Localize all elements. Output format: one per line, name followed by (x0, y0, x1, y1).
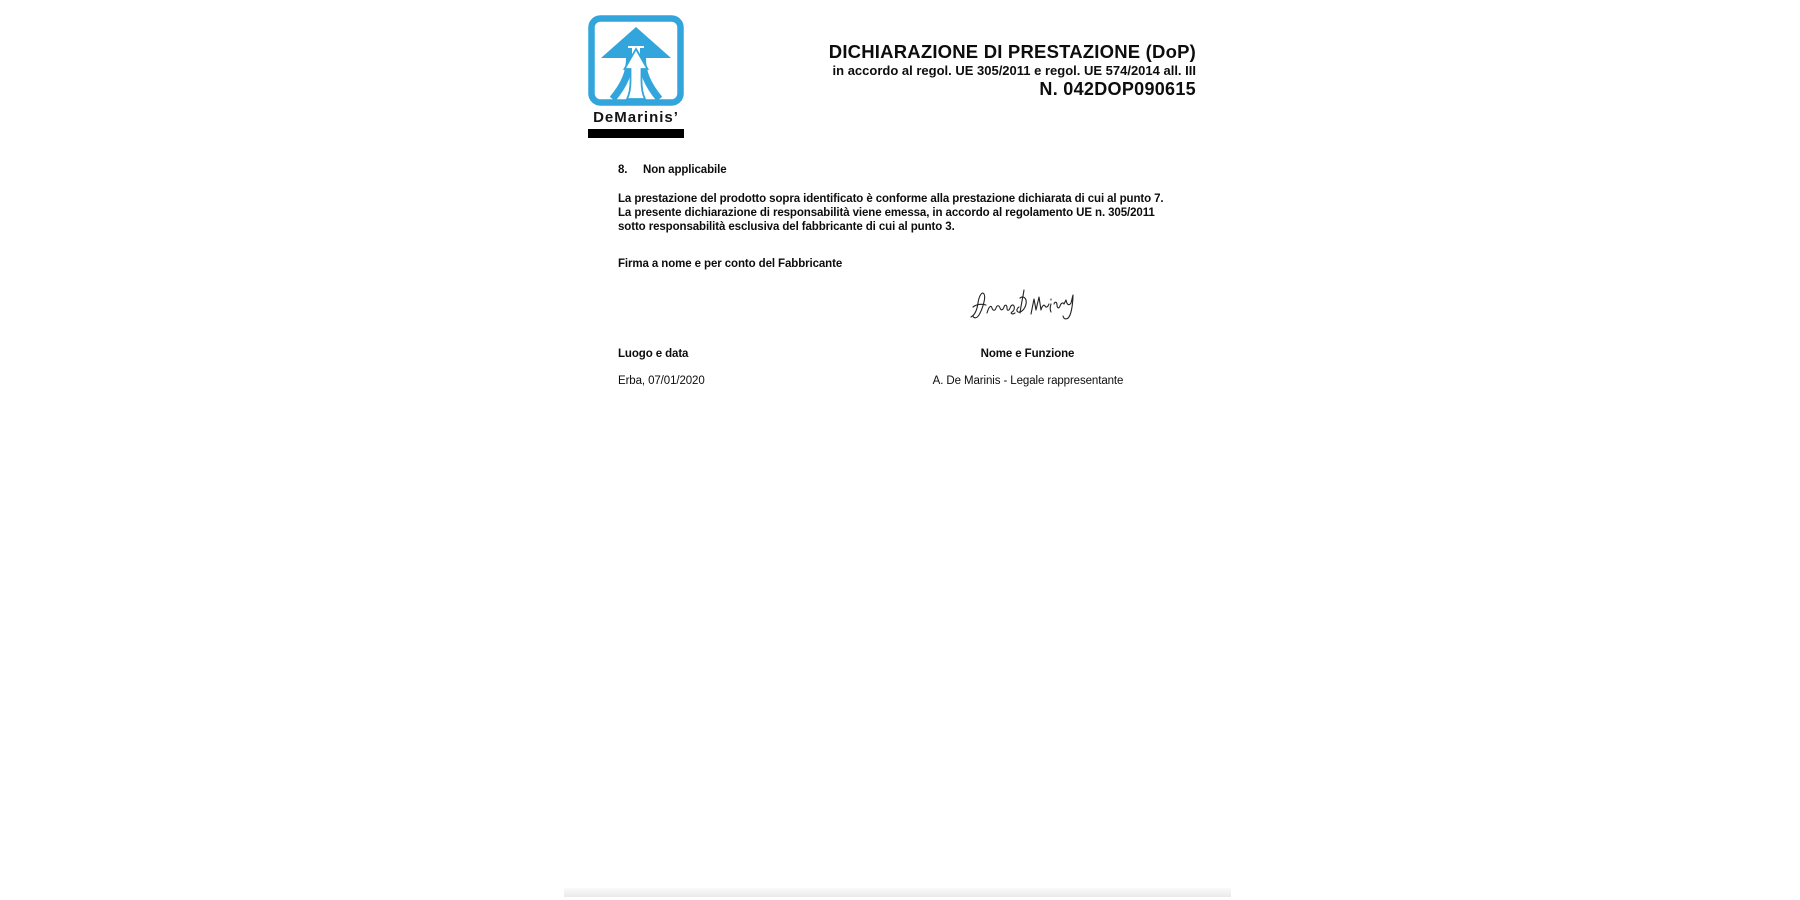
declaration-paragraph (618, 192, 1198, 234)
declaration-line: sotto responsabilità esclusiva del fabbricante di cui al punto 3. (618, 221, 955, 233)
demarinis-arrow-house-icon (588, 15, 684, 106)
document-header (829, 42, 1196, 99)
demarinis-logo (588, 15, 684, 138)
dop-number: N. 042DOP090615 (1039, 79, 1196, 99)
name-function-label: Nome e Funzione (980, 348, 1075, 360)
document-title: DICHIARAZIONE DI PRESTAZIONE (DoP) (828, 41, 1196, 62)
signature-image (968, 286, 1076, 326)
document-subtitle: in accordo al regol. UE 305/2011 e regol. UE 574/2014 all. III (832, 63, 1196, 78)
place-date-value: Erba, 07/01/2020 (618, 375, 705, 387)
section-8-heading (618, 164, 727, 176)
logo-wordmark: DeMarinis’ (593, 109, 679, 126)
declaration-line: La prestazione del prodotto sopra identificato è conforme alla prestazione dichiarata di cui al punto 7. (618, 193, 1164, 205)
name-function-value: A. De Marinis - Legale rappresentante (932, 375, 1124, 387)
place-date-label: Luogo e data (618, 348, 689, 360)
declaration-line: La presente dichiarazione di responsabilità viene emessa, in accordo al regolamento UE n. 305/2011 (618, 207, 1155, 219)
logo-underline-bar (588, 129, 684, 138)
page-bottom-edge (564, 888, 1231, 897)
section-label: Non applicabile (643, 164, 727, 176)
section-number: 8. (618, 164, 628, 176)
signature-caption: Firma a nome e per conto del Fabbricante (618, 258, 843, 270)
